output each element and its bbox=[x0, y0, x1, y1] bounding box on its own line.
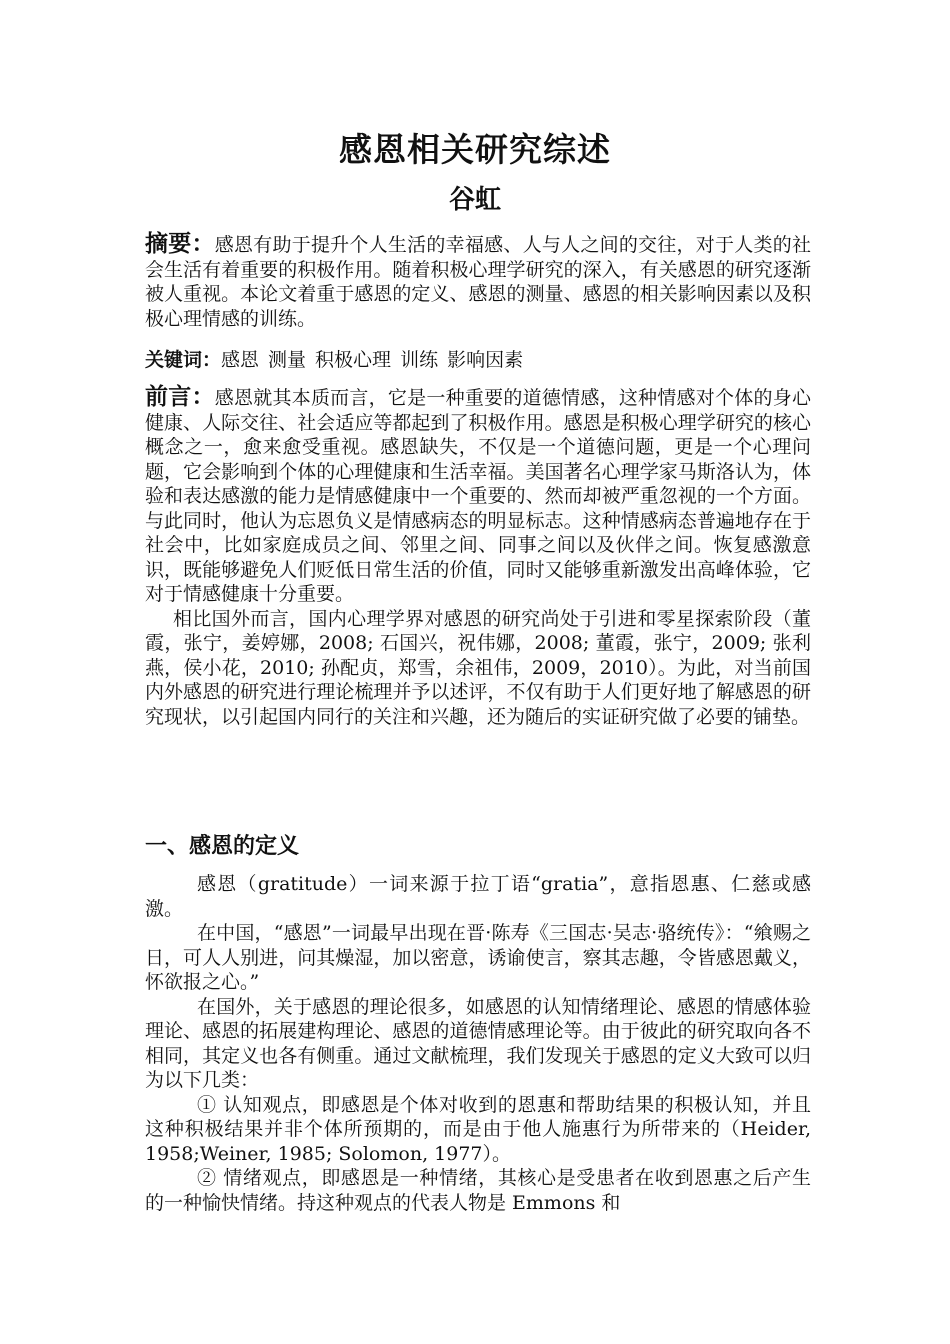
section-heading: 一、感恩的定义 bbox=[145, 834, 300, 859]
document-title: 感恩相关研究综述 bbox=[339, 130, 611, 169]
preface-block bbox=[145, 385, 811, 729]
preface-text-1: 感恩就其本质而言，它是一种重要的道德情感，这种情感对个体的身心健康、人际交往、社会适应等都起到了积极作用。感恩是积极心理学研究的核心概念之一，愈来愈受重视。感恩缺失，不仅是一个道德问题，更是一个心理问题，它会影响到个体的心理健康和生活幸福。美国著名心理学家马斯洛认为，体验和表达感激的能力是情感健康中一个重要的、然而却被严重忽视的一个方面。与此同时，他认为忘恩负义是情感病态的明显标志。这种情感病态普遍地存在于社会中，比如家庭成员之间、邻里之间、同事之间以及伙伴之间。恢复感激意识，既能够避免人们贬低日常生活的价值，同时又能够重新激发出高峰体验，它对于情感健康十分重要。 bbox=[145, 387, 811, 605]
preface-paragraph-2: 相比国外而言，国内心理学界对感恩的研究尚处于引进和零星探索阶段（董霞，张宁，姜婷娜，2008; 石国兴，祝伟娜，2008; 董霞，张宁，2009; 张利燕，侯小花，2010; 孙配贞，郑雪，余祖伟，2009，2010）。为此，对当前国内外感恩的研究进行理论梳理并予以述评，不仅有助于人们更好地了解感恩的研究现状，以引起国内同行的关注和兴趣，还为随后的实证研究做了必要的铺垫。 bbox=[145, 607, 811, 728]
keyword-item: 影响因素 bbox=[447, 349, 524, 371]
author-name: 谷虹 bbox=[448, 185, 501, 215]
keywords-label: 关键词： bbox=[145, 349, 222, 371]
keyword-item: 积极心理 bbox=[315, 349, 392, 371]
keywords-line bbox=[145, 348, 811, 373]
section-paragraph-5: ② 情绪观点，即感恩是一种情绪，其核心是受患者在收到恩惠之后产生的一种愉快情绪。持这种观点的代表人物是 Emmons 和 bbox=[145, 1167, 811, 1214]
keyword-item: 测量 bbox=[268, 349, 307, 371]
section-body bbox=[145, 872, 811, 1215]
preface-paragraph-1 bbox=[145, 385, 811, 607]
section-paragraph-3: 在国外，关于感恩的理论很多，如感恩的认知情绪理论、感恩的情感体验理论、感恩的拓展建构理论、感恩的道德情感理论等。由于彼此的研究取向各不相同，其定义也各有侧重。通过文献梳理，我们发现关于感恩的定义大致可以归为以下几类： bbox=[145, 995, 811, 1091]
section-paragraph-4: ① 认知观点，即感恩是个体对收到的恩惠和帮助结果的积极认知，并且这种积极结果并非个体所预期的，而是由于他人施惠行为所带来的（Heider, 1958;Weiner, 1985; Solomon, 1977）。 bbox=[145, 1093, 811, 1165]
abstract-paragraph bbox=[145, 232, 811, 331]
abstract-label: 摘要： bbox=[145, 231, 215, 257]
section-paragraph-1: 感恩（gratitude）一词来源于拉丁语“gratia”，意指恩惠、仁慈或感激。 bbox=[145, 873, 811, 920]
abstract-text: 感恩有助于提升个人生活的幸福感、人与人之间的交往，对于人类的社会生活有着重要的积极作用。随着积极心理学研究的深入，有关感恩的研究逐渐被人重视。本论文着重于感恩的定义、感恩的测量、感恩的相关影响因素以及积极心理情感的训练。 bbox=[145, 234, 811, 330]
preface-label: 前言： bbox=[145, 384, 215, 410]
abstract-block bbox=[145, 232, 811, 331]
keyword-item: 训练 bbox=[400, 349, 439, 371]
keywords-block bbox=[145, 348, 811, 373]
keyword-item: 感恩 bbox=[221, 349, 260, 371]
section-paragraph-2: 在中国，“感恩”一词最早出现在晋·陈寿《三国志·吴志·骆统传》：“飨赐之日，可人人别进，问其燥湿，加以密意，诱谕使言，察其志趣，令皆感恩戴义，怀欲报之心。” bbox=[145, 922, 811, 993]
